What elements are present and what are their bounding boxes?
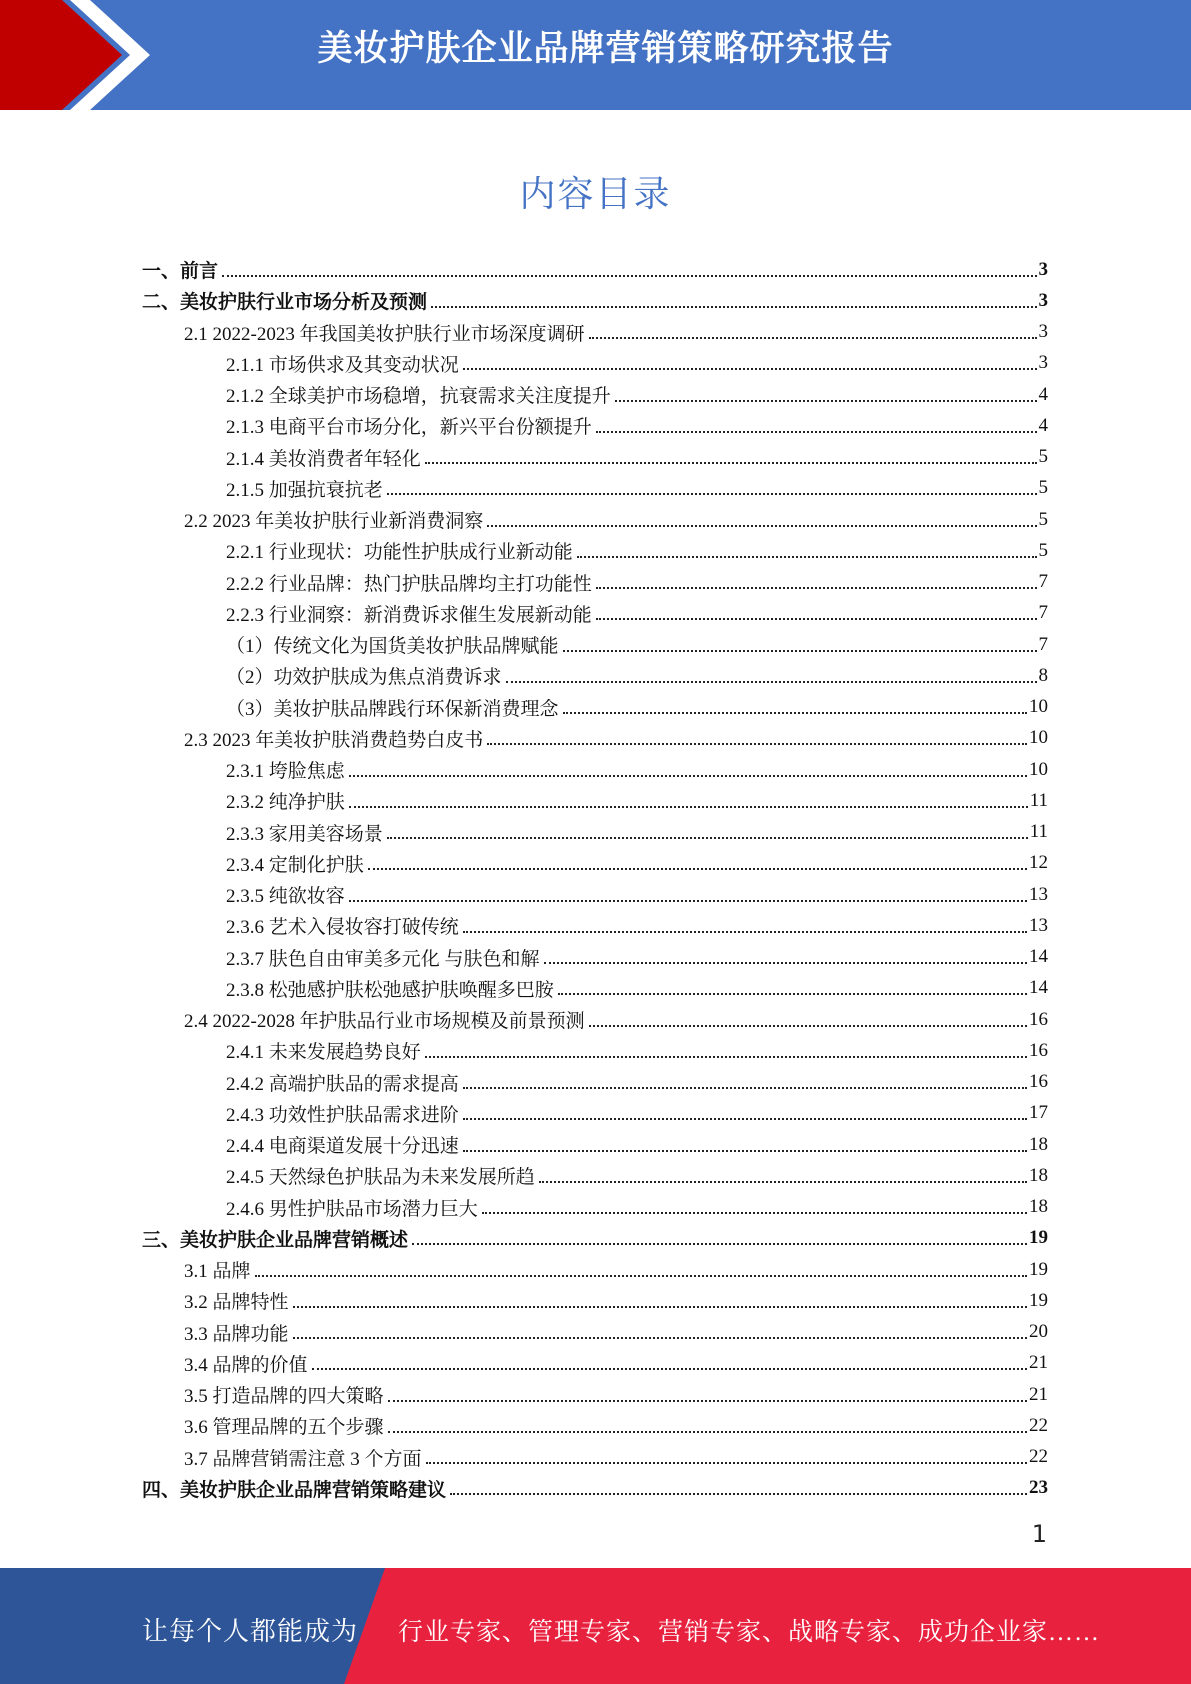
toc-dot-leader (387, 837, 1028, 839)
toc-dot-leader (463, 1150, 1027, 1152)
report-title: 美妆护肤企业品牌营销策略研究报告 (317, 29, 894, 69)
toc-dot-leader (349, 775, 1027, 777)
toc-entry-page[interactable]: 16 (1029, 1071, 1048, 1093)
toc-entry-page[interactable]: 11 (1029, 821, 1048, 843)
toc-dot-leader (293, 1337, 1027, 1339)
toc-entry-label[interactable]: 2.4.4 电商渠道发展十分迅速 (226, 1136, 459, 1158)
toc-entry-label[interactable]: 3.5 打造品牌的四大策略 (184, 1386, 384, 1408)
toc-entry-page[interactable]: 4 (1038, 383, 1048, 405)
toc-dot-leader (426, 1462, 1027, 1464)
toc-dot-leader (558, 993, 1027, 995)
toc-entry-label[interactable]: 2.2 2023 年美妆护肤行业新消费洞察 (184, 511, 484, 533)
toc-entry-page[interactable]: 10 (1029, 758, 1048, 780)
toc-dot-leader (539, 1181, 1027, 1183)
toc-dot-leader (577, 556, 1037, 558)
toc-entry-label[interactable]: 3.2 品牌特性 (184, 1292, 289, 1314)
toc-entry[interactable] (142, 1129, 1048, 1160)
toc-entry-page[interactable]: 19 (1029, 1227, 1048, 1249)
footer-slogan-left: 让每个人都能成为 (142, 1617, 359, 1646)
toc-entry[interactable] (142, 473, 1048, 504)
toc-dot-leader (463, 931, 1027, 933)
toc-entry[interactable] (142, 1317, 1048, 1348)
toc-entry[interactable] (142, 504, 1048, 535)
toc-entry-page[interactable]: 3 (1038, 258, 1048, 280)
toc-entry-label[interactable]: 2.3.3 家用美容场景 (226, 823, 383, 845)
toc-entry-label[interactable]: 四、美妆护肤企业品牌营销策略建议 (142, 1479, 447, 1501)
toc-entry-page[interactable]: 5 (1038, 477, 1048, 499)
toc-entry-page[interactable]: 10 (1029, 696, 1048, 718)
toc-entry[interactable] (142, 254, 1048, 285)
toc-dot-leader (368, 868, 1027, 870)
toc-dot-leader (425, 462, 1037, 464)
toc-entry-page[interactable]: 21 (1029, 1383, 1048, 1405)
toc-entry-page[interactable]: 13 (1029, 914, 1048, 936)
toc-entry[interactable] (142, 629, 1048, 660)
toc-entry-label[interactable]: 2.4.3 功效性护肤品需求进阶 (226, 1104, 459, 1126)
toc-dot-leader (388, 1400, 1027, 1402)
toc-entry-label[interactable]: 3.3 品牌功能 (184, 1323, 289, 1345)
toc-entry-label[interactable]: 2.3.7 肤色自由审美多元化 与肤色和解 (226, 948, 540, 970)
toc-entry-page[interactable]: 16 (1029, 1039, 1048, 1061)
toc-entry[interactable] (142, 348, 1048, 379)
toc-entry[interactable] (142, 442, 1048, 473)
toc-dot-leader (589, 1025, 1027, 1027)
toc-dot-leader (487, 525, 1036, 527)
toc-dot-leader (596, 587, 1037, 589)
toc-entry[interactable] (142, 910, 1048, 941)
toc-entry-label[interactable]: 2.3.8 松弛感护肤松弛感护肤唤醒多巴胺 (226, 979, 554, 1001)
toc-entry[interactable] (142, 1285, 1048, 1316)
toc-entry[interactable] (142, 879, 1048, 910)
toc-dot-leader (431, 306, 1036, 308)
toc-dot-leader (563, 712, 1027, 714)
toc-entry-label[interactable]: 3.1 品牌 (184, 1261, 251, 1283)
toc-entry-page[interactable]: 16 (1029, 1008, 1048, 1030)
toc-dot-leader (487, 743, 1027, 745)
toc-entry-label[interactable]: 2.3.6 艺术入侵妆容打破传统 (226, 917, 459, 939)
toc-entry-label[interactable]: 一、前言 (142, 261, 219, 283)
footer-banner (0, 1568, 1191, 1684)
toc-entry-label[interactable]: 2.4.6 男性护肤品市场潜力巨大 (226, 1198, 478, 1220)
toc-entry[interactable] (142, 848, 1048, 879)
toc-dot-leader (293, 1306, 1027, 1308)
toc-dot-leader (463, 368, 1037, 370)
toc-entry-label[interactable]: 2.1.1 市场供求及其变动状况 (226, 354, 459, 376)
toc-entry[interactable] (142, 973, 1048, 1004)
toc-dot-leader (463, 1087, 1027, 1089)
toc-dot-leader (349, 806, 1028, 808)
toc-entry-page[interactable]: 18 (1029, 1196, 1048, 1218)
toc-entry-label[interactable]: 2.3.5 纯欲妆容 (226, 886, 345, 908)
toc-entry-page[interactable]: 10 (1029, 727, 1048, 749)
toc-entry-page[interactable]: 5 (1038, 508, 1048, 530)
toc-dot-leader (450, 1493, 1027, 1495)
toc-entry-label[interactable]: 3.6 管理品牌的五个步骤 (184, 1417, 384, 1439)
toc-entry-label[interactable]: 2.3.4 定制化护肤 (226, 854, 364, 876)
toc-entry-label[interactable]: 2.2.3 行业洞察：新消费诉求催生发展新动能 (226, 604, 592, 626)
toc-entry[interactable] (142, 817, 1048, 848)
toc-entry-label[interactable]: 2.1.2 全球美护市场稳增，抗衰需求关注度提升 (226, 386, 611, 408)
toc-entry-label[interactable]: 2.3.2 纯净护肤 (226, 792, 345, 814)
toc-dot-leader (255, 1275, 1027, 1277)
toc-entry-page[interactable]: 8 (1038, 664, 1048, 686)
toc-entry[interactable] (142, 942, 1048, 973)
toc-entry[interactable] (142, 1160, 1048, 1191)
toc-entry[interactable] (142, 1223, 1048, 1254)
toc-dot-leader (563, 650, 1037, 652)
toc-entry-label[interactable]: 2.1.4 美妆消费者年轻化 (226, 448, 421, 470)
toc-entry-page[interactable]: 18 (1029, 1164, 1048, 1186)
toc-entry-page[interactable]: 12 (1029, 852, 1048, 874)
toc-entry-page[interactable]: 3 (1038, 289, 1048, 311)
toc-dot-leader (482, 1212, 1027, 1214)
toc-entry[interactable] (142, 285, 1048, 316)
toc-entry[interactable] (142, 567, 1048, 598)
toc-entry[interactable] (142, 785, 1048, 816)
toc-entry[interactable] (142, 1473, 1048, 1504)
toc-entry-page[interactable]: 14 (1029, 977, 1048, 999)
toc-dot-leader (412, 1243, 1027, 1245)
toc-entry[interactable] (142, 410, 1048, 441)
toc-dot-leader (387, 493, 1037, 495)
toc-entry[interactable] (142, 723, 1048, 754)
toc-entry[interactable] (142, 1254, 1048, 1285)
toc-entry-page[interactable]: 23 (1029, 1477, 1048, 1499)
toc-entry-label[interactable]: 2.1.5 加强抗衰抗老 (226, 479, 383, 501)
toc-entry[interactable] (142, 535, 1048, 566)
toc-dot-leader (463, 1118, 1027, 1120)
toc-entry[interactable] (142, 1442, 1048, 1473)
toc-entry-page[interactable]: 5 (1038, 446, 1048, 468)
toc-entry-label[interactable]: 二、美妆护肤行业市场分析及预测 (142, 292, 428, 314)
toc-entry-label[interactable]: （2）功效护肤成为焦点消费诉求 (226, 667, 502, 689)
toc-entry[interactable] (142, 1035, 1048, 1066)
toc-entry[interactable] (142, 598, 1048, 629)
toc-dot-leader (425, 1056, 1027, 1058)
toc-entry-page[interactable]: 20 (1029, 1321, 1048, 1343)
page-number: 1 (1031, 1520, 1047, 1548)
toc-dot-leader (596, 431, 1037, 433)
toc-entry-label[interactable]: （3）美妆护肤品牌践行环保新消费理念 (226, 698, 559, 720)
toc-dot-leader (506, 681, 1037, 683)
toc-entry-page[interactable]: 7 (1038, 633, 1048, 655)
toc-entry[interactable] (142, 692, 1048, 723)
footer-slogan-right: 行业专家、管理专家、营销专家、战略专家、成功企业家…… (398, 1619, 1101, 1646)
toc-entry-page[interactable]: 21 (1029, 1352, 1048, 1374)
toc-dot-leader (544, 962, 1027, 964)
toc-entry-page[interactable]: 19 (1029, 1258, 1048, 1280)
toc-entry-label[interactable]: 2.4.5 天然绿色护肤品为未来发展所趋 (226, 1167, 535, 1189)
toc-entry[interactable] (142, 1004, 1048, 1035)
toc-entry-label[interactable]: 2.1 2022-2023 年我国美妆护肤行业市场深度调研 (184, 323, 585, 345)
toc-entry[interactable] (142, 379, 1048, 410)
toc-entry-page[interactable]: 3 (1038, 321, 1048, 343)
toc-dot-leader (615, 400, 1037, 402)
toc-entry-label[interactable]: 2.4.2 高端护肤品的需求提高 (226, 1073, 459, 1095)
table-of-contents (142, 254, 1048, 1504)
toc-entry[interactable] (142, 1098, 1048, 1129)
toc-entry-label[interactable]: 2.3.1 垮脸焦虑 (226, 761, 345, 783)
toc-dot-leader (388, 1431, 1027, 1433)
toc-entry[interactable] (142, 1348, 1048, 1379)
toc-entry-page[interactable]: 17 (1029, 1102, 1048, 1124)
toc-entry-label[interactable]: 2.4 2022-2028 年护肤品行业市场规模及前景预测 (184, 1011, 585, 1033)
toc-entry-page[interactable]: 3 (1038, 352, 1048, 374)
toc-entry[interactable] (142, 754, 1048, 785)
toc-entry-page[interactable]: 11 (1029, 789, 1048, 811)
toc-entry-page[interactable]: 7 (1038, 602, 1048, 624)
toc-entry-page[interactable]: 22 (1029, 1446, 1048, 1468)
toc-dot-leader (222, 275, 1036, 277)
toc-entry[interactable] (142, 1410, 1048, 1441)
toc-entry-label[interactable]: 2.2.2 行业品牌：热门护肤品牌均主打功能性 (226, 573, 592, 595)
toc-entry-label[interactable]: （1）传统文化为国货美妆护肤品牌赋能 (226, 636, 559, 658)
toc-entry-page[interactable]: 14 (1029, 946, 1048, 968)
toc-entry-label[interactable]: 3.4 品牌的价值 (184, 1354, 308, 1376)
toc-entry-page[interactable]: 5 (1038, 539, 1048, 561)
toc-entry[interactable] (142, 660, 1048, 691)
toc-entry-page[interactable]: 18 (1029, 1133, 1048, 1155)
toc-entry-page[interactable]: 22 (1029, 1414, 1048, 1436)
toc-entry[interactable] (142, 1192, 1048, 1223)
toc-entry-label[interactable]: 三、美妆护肤企业品牌营销概述 (142, 1229, 409, 1251)
toc-entry-page[interactable]: 19 (1029, 1289, 1048, 1311)
toc-entry[interactable] (142, 1379, 1048, 1410)
toc-entry[interactable] (142, 317, 1048, 348)
toc-entry-label[interactable]: 2.1.3 电商平台市场分化，新兴平台份额提升 (226, 417, 592, 439)
toc-entry[interactable] (142, 1067, 1048, 1098)
toc-dot-leader (589, 337, 1037, 339)
toc-title: 内容目录 (519, 174, 672, 215)
toc-dot-leader (596, 618, 1037, 620)
toc-entry-label[interactable]: 2.3 2023 年美妆护肤消费趋势白皮书 (184, 729, 484, 751)
toc-dot-leader (312, 1368, 1027, 1370)
toc-entry-label[interactable]: 2.4.1 未来发展趋势良好 (226, 1042, 421, 1064)
toc-entry-label[interactable]: 3.7 品牌营销需注意 3 个方面 (184, 1448, 422, 1470)
toc-entry-label[interactable]: 2.2.1 行业现状：功能性护肤成行业新动能 (226, 542, 573, 564)
header-banner (0, 0, 1191, 110)
toc-dot-leader (349, 900, 1027, 902)
toc-entry-page[interactable]: 13 (1029, 883, 1048, 905)
toc-entry-page[interactable]: 7 (1038, 571, 1048, 593)
toc-entry-page[interactable]: 4 (1038, 414, 1048, 436)
